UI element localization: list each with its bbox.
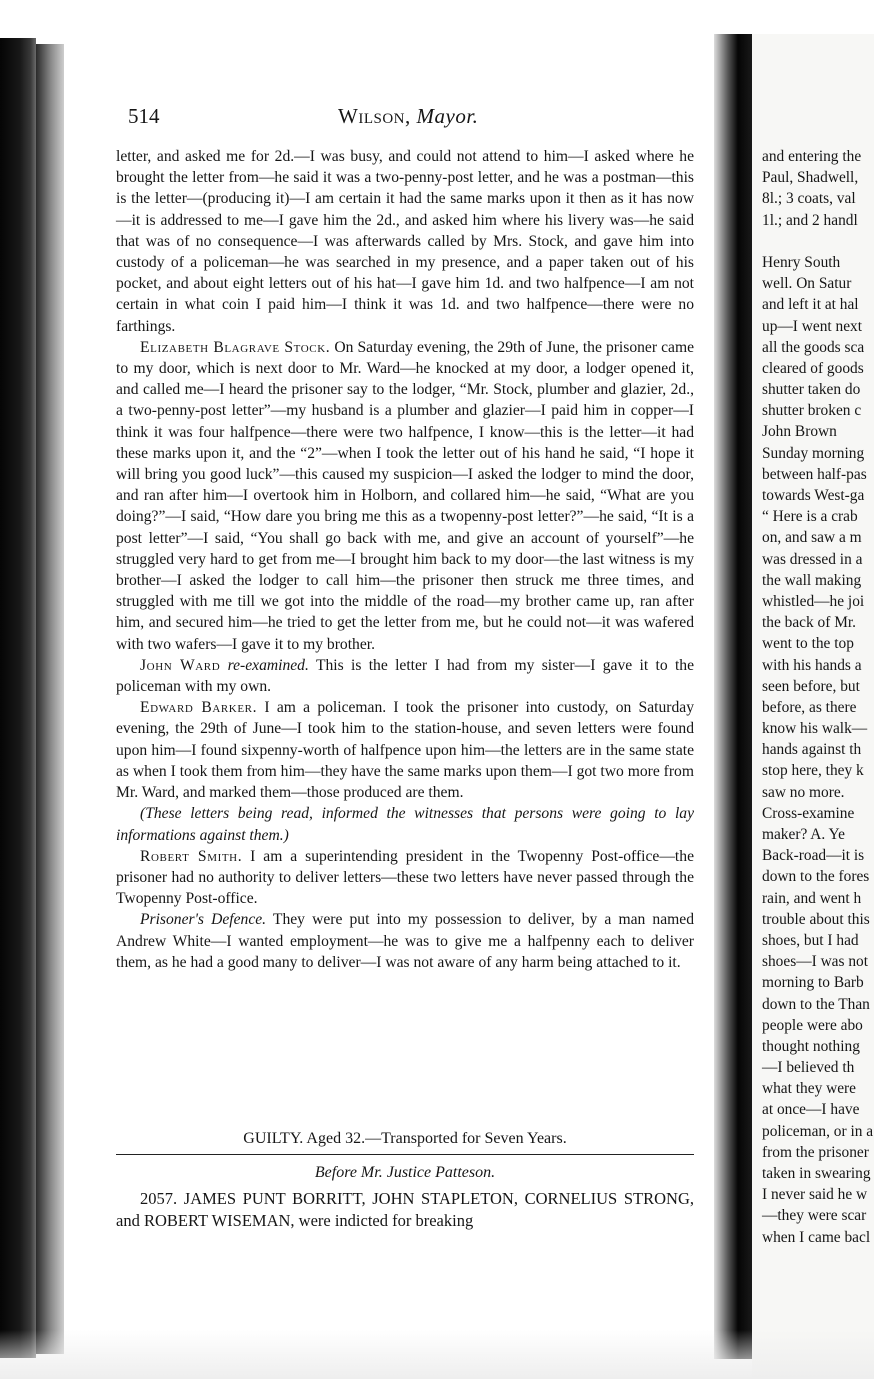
- case-entry: [116, 1188, 694, 1232]
- testimony-paragraph: [116, 146, 694, 337]
- right-page-line: on, and saw a m: [762, 529, 862, 547]
- right-page-line: —I believed th: [762, 1059, 855, 1077]
- right-page-line: morning to Barb: [762, 974, 864, 992]
- right-page-line: and left it at hal: [762, 296, 859, 314]
- right-page: [752, 34, 874, 1379]
- before-judge-line: Before Mr. Justice Patteson.: [314, 1164, 496, 1181]
- page-bottom-shadow: [0, 1330, 874, 1379]
- paragraph-text: This is the letter I had from my sister—I gave it to the policeman with my own.: [116, 656, 694, 696]
- right-page-line: at once—I have: [762, 1101, 860, 1119]
- right-page-line: people were abo: [762, 1016, 863, 1034]
- testimony-paragraph: [116, 697, 694, 803]
- right-page-line: down to the fores: [762, 868, 870, 886]
- testimony-paragraph: [116, 655, 694, 697]
- paragraph-text: I am a superintending president in the Twopenny Post-office—the prisoner had no authority to deliver letters—these two letters have never passed through the Twopenny Post-office.: [116, 847, 694, 908]
- right-page-line: maker? A. Ye: [762, 826, 845, 843]
- speaker-name: Elizabeth Blagrave Stock.: [140, 338, 331, 356]
- right-page-line: policeman, or in a: [762, 1122, 874, 1140]
- page-edge-shadow: [36, 44, 66, 1354]
- right-page-line: taken in swearing: [762, 1165, 871, 1182]
- right-page-line: Sunday morning: [762, 444, 865, 462]
- paragraph-text: I am a policeman. I took the prisoner into custody, on Saturday evening, the 29th of June—I took him to the station-house, and seven letters were found upon him—I found sixpenny-worth of halfpence upon him—the letters are in the same state as when I took them from him—they have the same marks upon them—I got two more from Mr. Ward, and marked them—those produced are them.: [116, 699, 694, 802]
- right-page-line: down to the Than: [762, 995, 870, 1013]
- running-title: [338, 104, 478, 129]
- right-page-line: 1l.; and 2 handl: [762, 211, 858, 229]
- right-page-line: I never said he w: [762, 1186, 868, 1204]
- right-page-line: before, as there: [762, 698, 857, 716]
- running-title-name: Wilson,: [338, 104, 411, 128]
- case-entry-text: 2057. JAMES PUNT BORRITT, JOHN STAPLETON, CORNELIUS STRONG, and ROBERT WISEMAN, were indicted for breaking: [116, 1189, 694, 1230]
- right-page-line: between half-pas: [762, 465, 867, 483]
- speaker-name: Edward Barker.: [140, 699, 258, 717]
- speaker-note: re-examined.: [227, 656, 309, 674]
- right-page-line: Henry South: [762, 253, 841, 271]
- right-page-line: the back of Mr.: [762, 614, 857, 632]
- right-page-line: was dressed in a: [762, 550, 863, 568]
- right-page-line: seen before, but: [762, 677, 860, 695]
- right-page-line: “ Here is a crab: [762, 508, 858, 526]
- paragraph-text: They were put into my possession to deliver, by a man named Andrew White—I wanted employment—he was to give me a halfpenny each to deliver them, as he had a good many to deliver—I was not aware of any harm being attached to it.: [116, 911, 694, 971]
- book-binding-shadow: [0, 38, 36, 1358]
- paragraph-text: (These letters being read, informed the witnesses that persons were going to lay informations against them.): [116, 805, 694, 844]
- testimony-body: [116, 146, 694, 973]
- right-page-line: trouble about this: [762, 910, 870, 928]
- testimony-paragraph: [116, 803, 694, 845]
- paragraph-text: On Saturday evening, the 29th of June, the prisoner came to my door, which is next door to Mr. Ward—he knocked at my door, a lodger opened it, and called me—I heard the prisoner say to the lodger, “Mr. Stock, plumber and glazier, 2d., a two-penny-post letter”—my husband is a plumber and glazier—I paid him in copper—I think it was four halfpence—there were two halfpence, I know—this is the letter—it had these marks upon it, and the “2”—when I took the letter out of his hand he said, “I hope it will bring you good luck”—this caused my suspicion—I asked the lodger to mind the door, and ran after him—I overtook him in Holborn, and collared him—he said, “What are you doing?”—I said, “How dare you bring me this as a twopenny-post letter?”—he said, “It is a post letter”—I said, “You shall go back with me, and give an account of yourself”—he struggled very hard to get from me—I brought him back to my door—the last witness is my brother—I asked the lodger to call him—the prisoner then struck me three times, and struggled with me till we got into the middle of the road—my brother came up, ran after him, and secured him—he tried to get the letter from me, but he could not—it was wafered with two wafers—I gave it to my brother.: [116, 338, 695, 653]
- right-page-line: stop here, they k: [762, 762, 864, 780]
- right-page-line: rain, and went h: [762, 889, 862, 907]
- right-page-line: all the goods sca: [762, 338, 865, 356]
- right-page-line: shutter taken do: [762, 381, 861, 399]
- right-page-line: when I came bacl: [762, 1228, 871, 1246]
- right-page-line: towards West-ga: [762, 487, 865, 504]
- right-page-text: [762, 146, 874, 1248]
- page-header: [128, 104, 688, 134]
- right-page-line: shoes—I was not: [762, 953, 869, 971]
- right-page-line: —they were scar: [762, 1207, 867, 1225]
- testimony-paragraph: [116, 337, 694, 655]
- right-page-line: 8l.; 3 coats, val: [762, 190, 856, 208]
- testimony-paragraph: [116, 846, 694, 910]
- right-page-line: up—I went next: [762, 317, 863, 335]
- verdict-line: GUILTY. Aged 32.—Transported for Seven Years.: [243, 1130, 567, 1147]
- paragraph-text: letter, and asked me for 2d.—I was busy, and could not attend to him—I asked where he brought the letter from—he said it was a two-penny-post letter, and he was a postman—this is the letter—(producing it)—I am certain it had the same marks upon it then as it has now—it is addressed to me—I gave him the 2d., and asked him where his livery was—he said that was of no consequence—I was afterwards called by Mrs. Stock, and gave him into custody of a policeman—he was searched in my presence, and a paper taken out of his pocket, and about eight letters out of his hat—I gave him 1d. and two halfpence—I am not certain in what coin I paid him—I think it was 1d. and two halfpence—there were no farthings.: [116, 148, 694, 335]
- right-page-line: shutter broken c: [762, 402, 862, 420]
- right-page-line: know his walk—: [762, 720, 868, 738]
- right-page-line: shoes, but I had: [762, 931, 859, 949]
- book-gutter: [714, 34, 754, 1359]
- testimony-paragraph: [116, 909, 694, 973]
- right-page-line: [762, 231, 874, 252]
- right-page-line: Cross-examine: [762, 804, 855, 822]
- speaker-name: John Ward: [140, 656, 221, 674]
- speaker-name: Prisoner's Defence.: [140, 911, 267, 929]
- right-page-line: what they were: [762, 1080, 857, 1098]
- right-page-line: Back-road—it is: [762, 847, 865, 865]
- right-page-line: went to the top: [762, 635, 854, 653]
- page-number: 514: [128, 104, 160, 128]
- right-page-line: well. On Satur: [762, 275, 852, 293]
- right-page-line: the wall making: [762, 571, 862, 589]
- right-page-line: saw no more.: [762, 783, 845, 801]
- right-page-line: with his hands a: [762, 656, 862, 674]
- right-page-line: from the prisoner: [762, 1143, 869, 1161]
- right-page-line: and entering the: [762, 148, 862, 165]
- running-title-office: Mayor.: [416, 104, 479, 128]
- right-page-line: hands against th: [762, 741, 862, 759]
- right-page-line: John Brown: [762, 423, 837, 441]
- right-page-line: cleared of goods: [762, 359, 864, 377]
- right-page-line: whistled—he joi: [762, 592, 865, 610]
- right-page-line: thought nothing: [762, 1037, 860, 1055]
- section-divider: [116, 1154, 694, 1155]
- speaker-name: Robert Smith.: [140, 847, 243, 865]
- right-page-line: Paul, Shadwell,: [762, 169, 859, 187]
